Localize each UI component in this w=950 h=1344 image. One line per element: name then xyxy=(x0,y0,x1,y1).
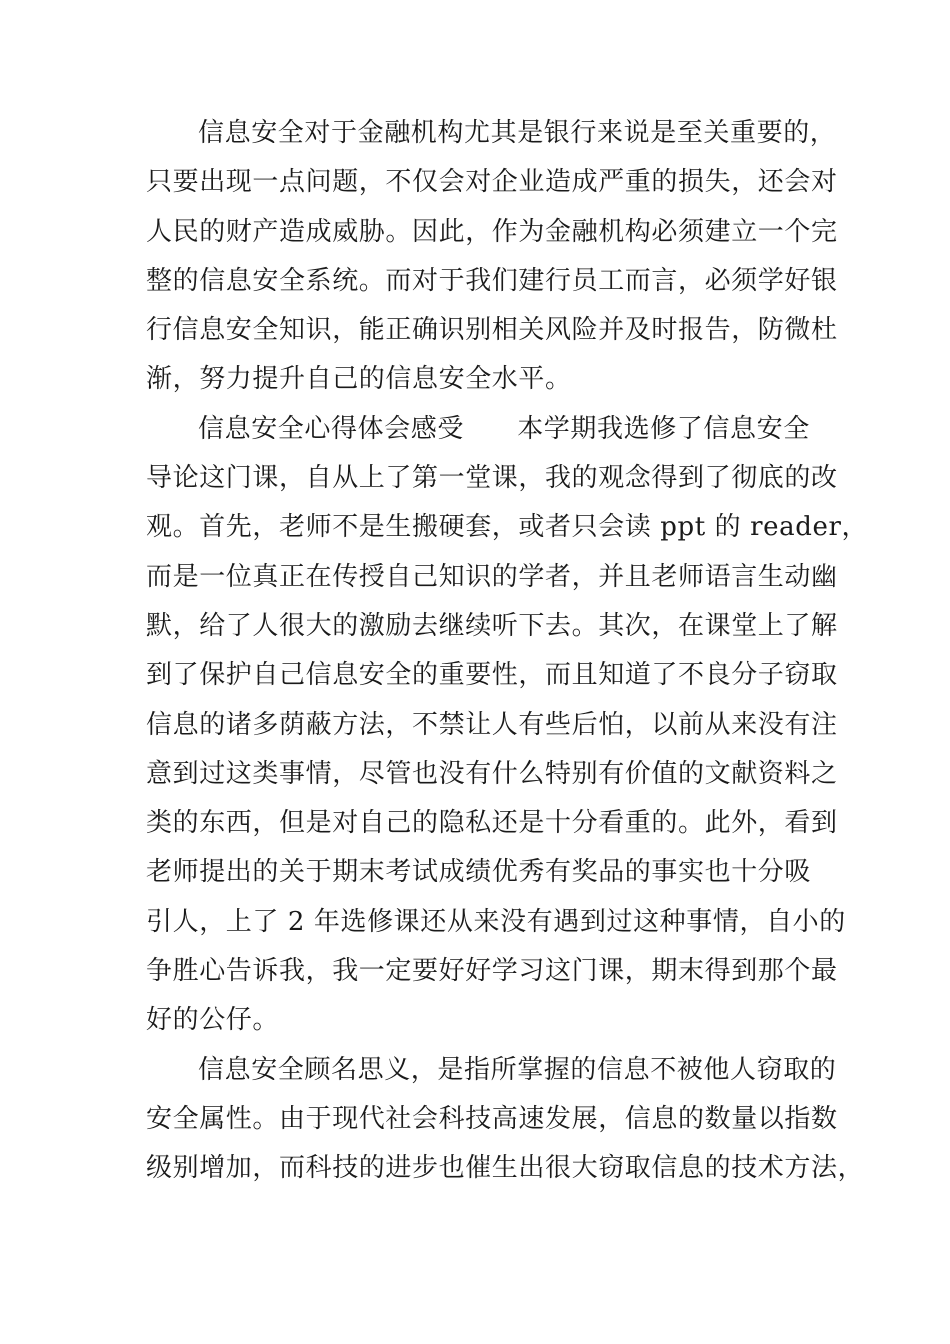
text-line: 行信息安全知识，能正确识别相关风险并及时报告，防微杜 xyxy=(146,315,838,346)
text-line: 而是一位真正在传授自己知识的学者，并且老师语言生动幽 xyxy=(146,561,838,592)
text-line: 级别增加，而科技的进步也催生出很大窃取信息的技术方法， xyxy=(146,1153,865,1184)
paragraph xyxy=(146,405,869,1046)
text-line: 意到过这类事情，尽管也没有什么特别有价值的文献资料之 xyxy=(146,758,838,789)
text-line: 老师提出的关于期末考试成绩优秀有奖品的事实也十分吸 xyxy=(146,857,812,888)
text-line: 渐，努力提升自己的信息安全水平。 xyxy=(146,364,572,395)
text-line: 信息安全心得体会感受 本学期我选修了信息安全 xyxy=(198,413,810,444)
text-line: 安全属性。由于现代社会科技高速发展，信息的数量以指数 xyxy=(146,1103,838,1134)
text-line: 人民的财产造成威胁。因此，作为金融机构必须建立一个完 xyxy=(146,216,838,247)
text-line: 默，给了人很大的激励去继续听下去。其次，在课堂上了解 xyxy=(146,610,838,641)
text-line: 导论这门课，自从上了第一堂课，我的观念得到了彻底的改 xyxy=(146,463,838,494)
text-line: 信息安全对于金融机构尤其是银行来说是至关重要的， xyxy=(198,118,837,148)
text-line: 引人，上了 2 年选修课还从来没有遇到过这种事情，自小的 xyxy=(146,906,846,937)
text-line: 观。首先，老师不是生搬硬套，或者只会读 ppt 的 reader， xyxy=(146,512,869,543)
text-line: 好的公仔。 xyxy=(146,1005,280,1036)
text-line: 到了保护自己信息安全的重要性，而且知道了不良分子窃取 xyxy=(146,660,838,691)
text-line: 信息安全顾名思义，是指所掌握的信息不被他人窃取的 xyxy=(198,1054,837,1085)
text-line: 信息的诸多荫蔽方法，不禁让人有些后怕，以前从来没有注 xyxy=(146,709,838,740)
document-body xyxy=(146,109,869,1194)
text-line: 整的信息安全系统。而对于我们建行员工而言，必须学好银 xyxy=(146,265,838,296)
text-line: 只要出现一点问题，不仅会对企业造成严重的损失，还会对 xyxy=(146,167,838,198)
paragraph xyxy=(146,109,846,405)
paragraph xyxy=(146,1046,865,1194)
text-line: 争胜心告诉我，我一定要好好学习这门课，期末得到那个最 xyxy=(146,956,838,987)
text-line: 类的东西，但是对自己的隐私还是十分看重的。此外，看到 xyxy=(146,808,838,839)
